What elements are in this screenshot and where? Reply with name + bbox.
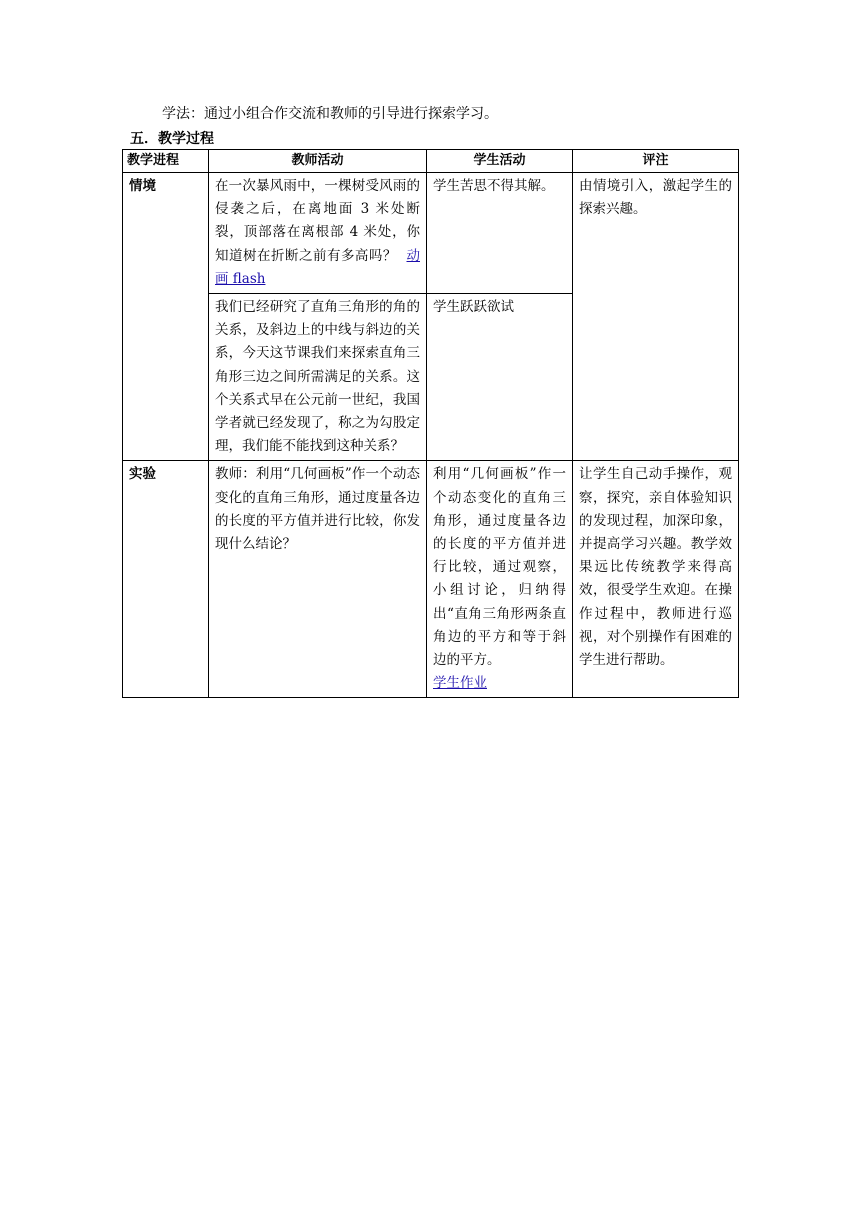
student-work-link[interactable]: 学生作业	[433, 675, 487, 692]
header-student-activity: 学生活动	[427, 150, 573, 173]
intro-paragraph: 学法：通过小组合作交流和教师的引导进行探索学习。	[162, 106, 498, 122]
student-activity-cell: 学生苦思不得其解。	[427, 173, 573, 294]
teacher-activity-text: 在一次暴风雨中，一棵树受风雨的侵袭之后，在离地面 3 米处断裂，顶部落在离根部 4 米处，你知道树在折断之前有多高吗？	[215, 178, 420, 264]
teaching-process-table	[122, 149, 739, 698]
header-stage: 教学进程	[123, 150, 209, 173]
student-activity-text: 利用“几何画板”作一个动态变化的直角三角形，通过度量各边的长度的平方值并进行比较，通过观察，小组讨论，归纳得出“直角三角形两条直角边的平方和等于斜边的平方。	[433, 466, 566, 669]
flash-animation-link[interactable]: 动画 flash	[215, 247, 420, 287]
table-row	[123, 461, 739, 698]
header-comment: 评注	[573, 150, 739, 173]
student-activity-cell	[427, 461, 573, 698]
stage-situation: 情境	[123, 173, 209, 461]
student-activity-cell: 学生跃跃欲试	[427, 294, 573, 461]
header-teacher-activity: 教师活动	[209, 150, 427, 173]
comment-cell: 让学生自己动手操作，观察，探究，亲自体验知识的发现过程，加深印象，并提高学习兴趣。教学效果远比传统教学来得高效，很受学生欢迎。在操作过程中，教师进行巡视，对个别操作有困难的学生进行帮助。	[573, 461, 739, 698]
table-row	[123, 173, 739, 294]
comment-cell: 由情境引入，激起学生的探索兴趣。	[573, 173, 739, 461]
stage-experiment: 实验	[123, 461, 209, 698]
teacher-activity-cell	[209, 173, 427, 294]
teacher-activity-cell: 教师：利用“几何画板”作一个动态变化的直角三角形，通过度量各边的长度的平方值并进行比较，你发现什么结论？	[209, 461, 427, 698]
teacher-activity-cell: 我们已经研究了直角三角形的角的关系，及斜边上的中线与斜边的关系，今天这节课我们来探索直角三角形三边之间所需满足的关系。这个关系式早在公元前一世纪，我国学者就已经发现了，称之为勾股定理，我们能不能找到这种关系？	[209, 294, 427, 461]
section-title: 五．教学过程	[130, 131, 214, 147]
table-header-row	[123, 150, 739, 173]
